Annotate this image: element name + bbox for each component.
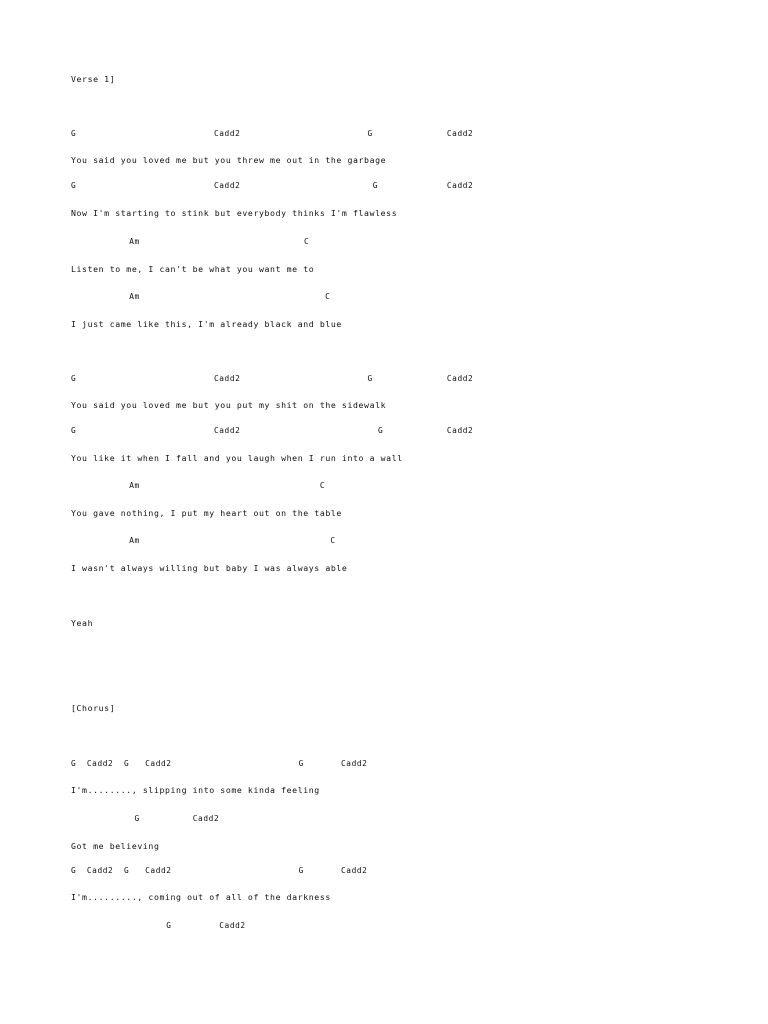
chord-line: G Cadd2 G Cadd2 G Cadd2 (71, 866, 368, 875)
chord-line: G Cadd2 G Cadd2 (71, 129, 474, 138)
lyric-line: You said you loved me but you threw me out in the garbage (71, 155, 387, 165)
chord-line: Am C (71, 237, 310, 246)
chord-line: G Cadd2 G Cadd2 (71, 374, 474, 383)
lyric-line: You said you loved me but you put my shit on the sidewalk (71, 400, 387, 410)
chord-line: G Cadd2 (71, 921, 246, 930)
lyric-line: You like it when I fall and you laugh when I run into a wall (71, 453, 403, 463)
chord-line: G Cadd2 G Cadd2 (71, 426, 474, 435)
lyric-line: Got me believing (71, 841, 160, 851)
lyric-line: I wasn't always willing but baby I was always able (71, 563, 348, 573)
lyric-line: Listen to me, I can't be what you want me to (71, 264, 315, 274)
lyric-line: I just came like this, I'm already black and blue (71, 319, 342, 329)
verse-header: Verse 1] (71, 74, 116, 84)
chord-line: G Cadd2 G Cadd2 G Cadd2 (71, 759, 368, 768)
chord-line: G Cadd2 G Cadd2 (71, 181, 474, 190)
lyric-line: I'm........, slipping into some kinda feeling (71, 785, 320, 795)
chord-line: Am C (71, 292, 331, 301)
lyric-line: I'm........., coming out of all of the darkness (71, 892, 331, 902)
chord-line: G Cadd2 (71, 814, 220, 823)
lyric-line-yeah: Yeah (71, 618, 94, 628)
lyric-line: You gave nothing, I put my heart out on the table (71, 508, 342, 518)
chord-line: Am C (71, 481, 326, 490)
chorus-header: [Chorus] (71, 703, 116, 713)
chord-line: Am C (71, 536, 336, 545)
lyric-line: Now I'm starting to stink but everybody thinks I'm flawless (71, 208, 398, 218)
